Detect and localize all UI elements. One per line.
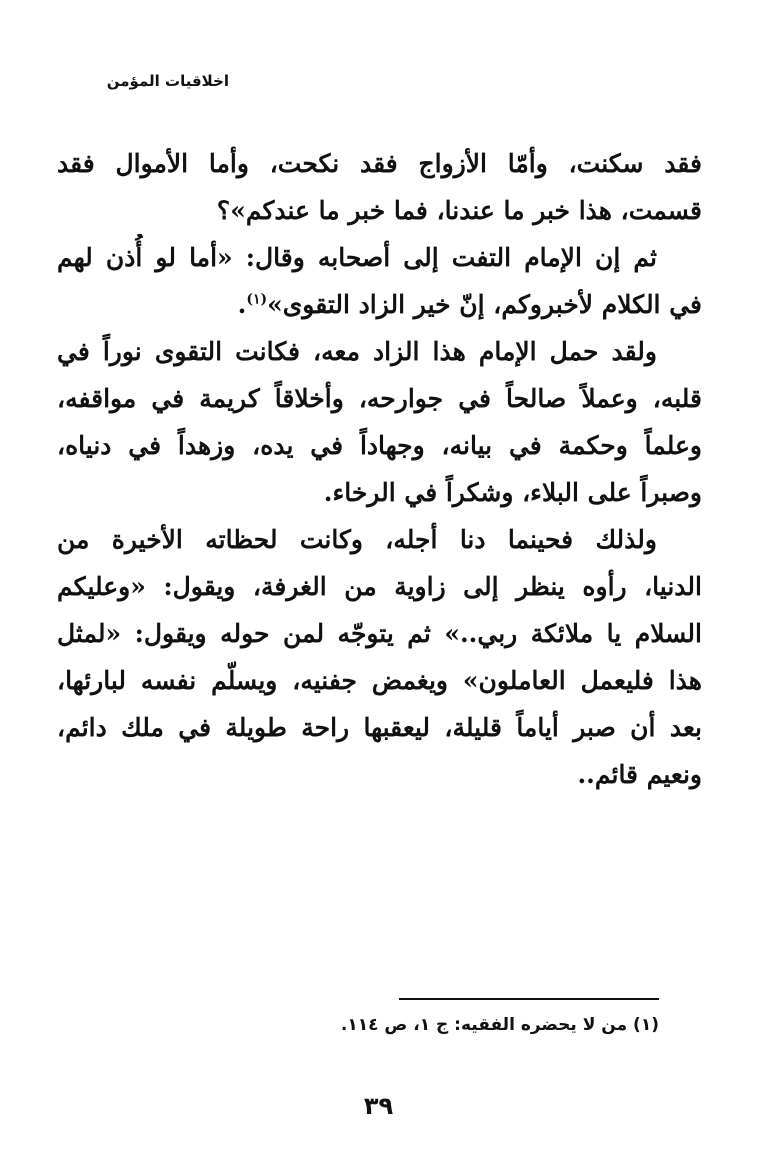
running-head: اخلاقيات المؤمن xyxy=(106,72,229,90)
text-line: ونعيم قائم.. xyxy=(577,760,702,789)
text-line: وصبراً على البلاء، وشكراً في الرخاء. xyxy=(323,478,702,507)
page-number: ٣٩ xyxy=(363,1092,394,1120)
text-line xyxy=(57,281,702,328)
text-line: قلبه، وعملاً صالحاً في جوارحه، وأخلاقاً كريمة في مواقفه، xyxy=(57,384,702,413)
text-line: ثم إن الإمام التفت إلى أصحابه وقال: «أما لو أُذن لهم xyxy=(57,243,657,272)
text-line: السلام يا ملائكة ربي..» ثم يتوجّه لمن حوله ويقول: «لمثل xyxy=(57,619,702,648)
text-line: قسمت، هذا خبر ما عندنا، فما خبر ما عندكم»؟ xyxy=(216,196,702,225)
text-line-content: في الكلام لأخبروكم، إنّ خير الزاد التقوى» xyxy=(267,290,702,319)
footnote: (١) من لا يحضره الفقيه: ج ١، ص ١١٤. xyxy=(340,1015,659,1035)
text-line: بعد أن صبر أياماً قليلة، ليعقبها راحة طويلة في ملك دائم، xyxy=(57,713,702,742)
text-line: ولذلك فحينما دنا أجله، وكانت لحظاته الأخيرة من xyxy=(57,525,657,554)
text-line: ولقد حمل الإمام هذا الزاد معه، فكانت التقوى نوراً في xyxy=(57,337,657,366)
text-line: فقد سكنت، وأمّا الأزواج فقد نكحت، وأما الأموال فقد xyxy=(57,149,702,178)
footnote-separator xyxy=(399,998,659,1000)
text-line: هذا فليعمل العاملون» ويغمض جفنيه، ويسلّم نفسه لبارئها، xyxy=(57,666,702,695)
text-line: الدنيا، رأوه ينظر إلى زاوية من الغرفة، ويقول: «وعليكم xyxy=(57,572,702,601)
body-text xyxy=(57,140,702,798)
line-end-period: . xyxy=(237,290,247,319)
text-line: وعلماً وحكمة في بيانه، وجهاداً في يده، وزهداً في دنياه، xyxy=(57,431,702,460)
footnote-reference: (١) xyxy=(246,291,268,308)
